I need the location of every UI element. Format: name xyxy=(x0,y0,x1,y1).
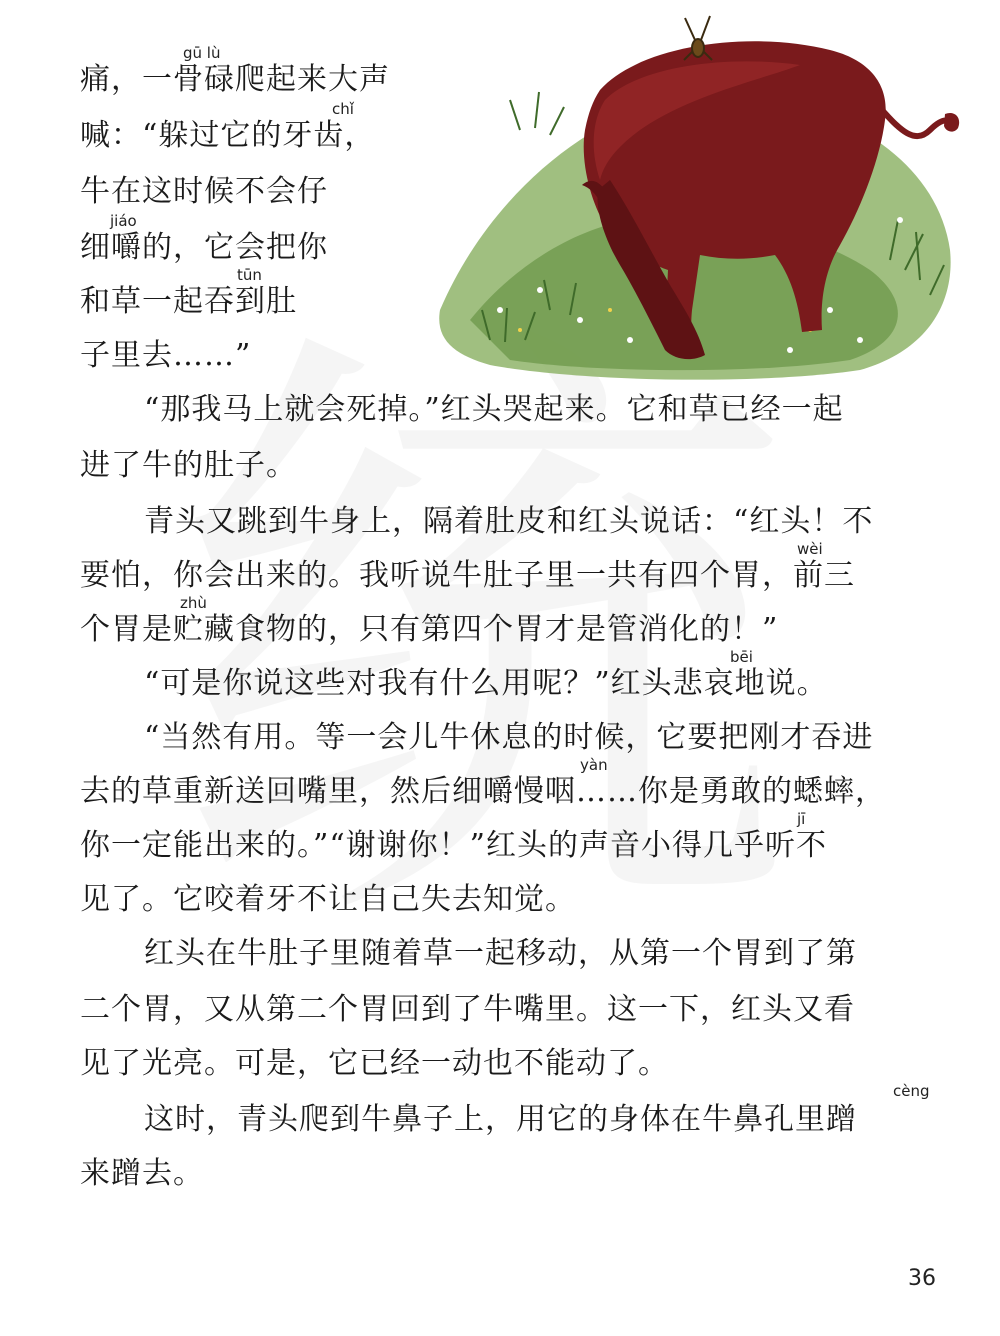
text-line: 喊：“躲过它的牙齿， xyxy=(80,118,376,153)
text-line: 二个胃，又从第二个胃回到了牛嘴里。这一下，红头又看 xyxy=(80,992,855,1027)
text-line: 个胃是贮藏食物的，只有第四个胃才是管消化的！” xyxy=(80,612,779,647)
pinyin-annotation: wèi xyxy=(797,540,823,558)
text-line: 牛在这时候不会仔 xyxy=(80,174,328,209)
text-line: “可是你说这些对我有什么用呢？”红头悲哀地说。 xyxy=(144,666,828,701)
cow-grazing-illustration xyxy=(430,10,960,380)
pinyin-annotation: bēi xyxy=(730,648,753,666)
text-line: 和草一起吞到肚 xyxy=(80,284,297,319)
text-line: 去的草重新送回嘴里，然后细嚼慢咽……你是勇敢的蟋蟀， xyxy=(80,774,886,809)
pinyin-annotation: yàn xyxy=(580,756,608,774)
page-number: 36 xyxy=(908,1266,936,1291)
pinyin-annotation: zhù xyxy=(180,594,207,612)
pinyin-annotation: chǐ xyxy=(332,100,354,118)
text-line: 你一定能出来的。”“谢谢你！”红头的声音小得几乎听不 xyxy=(80,828,828,863)
text-line: 这时，青头爬到牛鼻子上，用它的身体在牛鼻孔里蹭 xyxy=(144,1102,857,1137)
pinyin-annotation: cèng xyxy=(893,1082,930,1100)
pinyin-annotation: jiáo xyxy=(110,212,137,230)
text-line: 见了光亮。可是，它已经一动也不能动了。 xyxy=(80,1046,669,1081)
text-line: 子里去……” xyxy=(80,338,252,373)
text-line: 要怕，你会出来的。我听说牛肚子里一共有四个胃，前三 xyxy=(80,558,855,593)
text-line: 见了。它咬着牙不让自己失去知觉。 xyxy=(80,882,576,917)
text-line: 红头在牛肚子里随着草一起移动，从第一个胃到了第 xyxy=(144,936,857,971)
pinyin-annotation: gū lù xyxy=(183,44,221,62)
text-line: 细嚼的，它会把你 xyxy=(80,230,328,265)
text-line: 来蹭去。 xyxy=(80,1156,204,1191)
text-line: 进了牛的肚子。 xyxy=(80,448,297,483)
text-line: “当然有用。等一会儿牛休息的时候，它要把刚才吞进 xyxy=(144,720,874,755)
text-line: 青头又跳到牛身上，隔着肚皮和红头说话：“红头！不 xyxy=(144,504,874,539)
text-line: 痛，一骨碌爬起来大声 xyxy=(80,62,390,97)
pinyin-annotation: jī xyxy=(797,810,806,828)
pinyin-annotation: tūn xyxy=(237,266,262,284)
text-line: “那我马上就会死掉。”红头哭起来。它和草已经一起 xyxy=(144,392,844,427)
